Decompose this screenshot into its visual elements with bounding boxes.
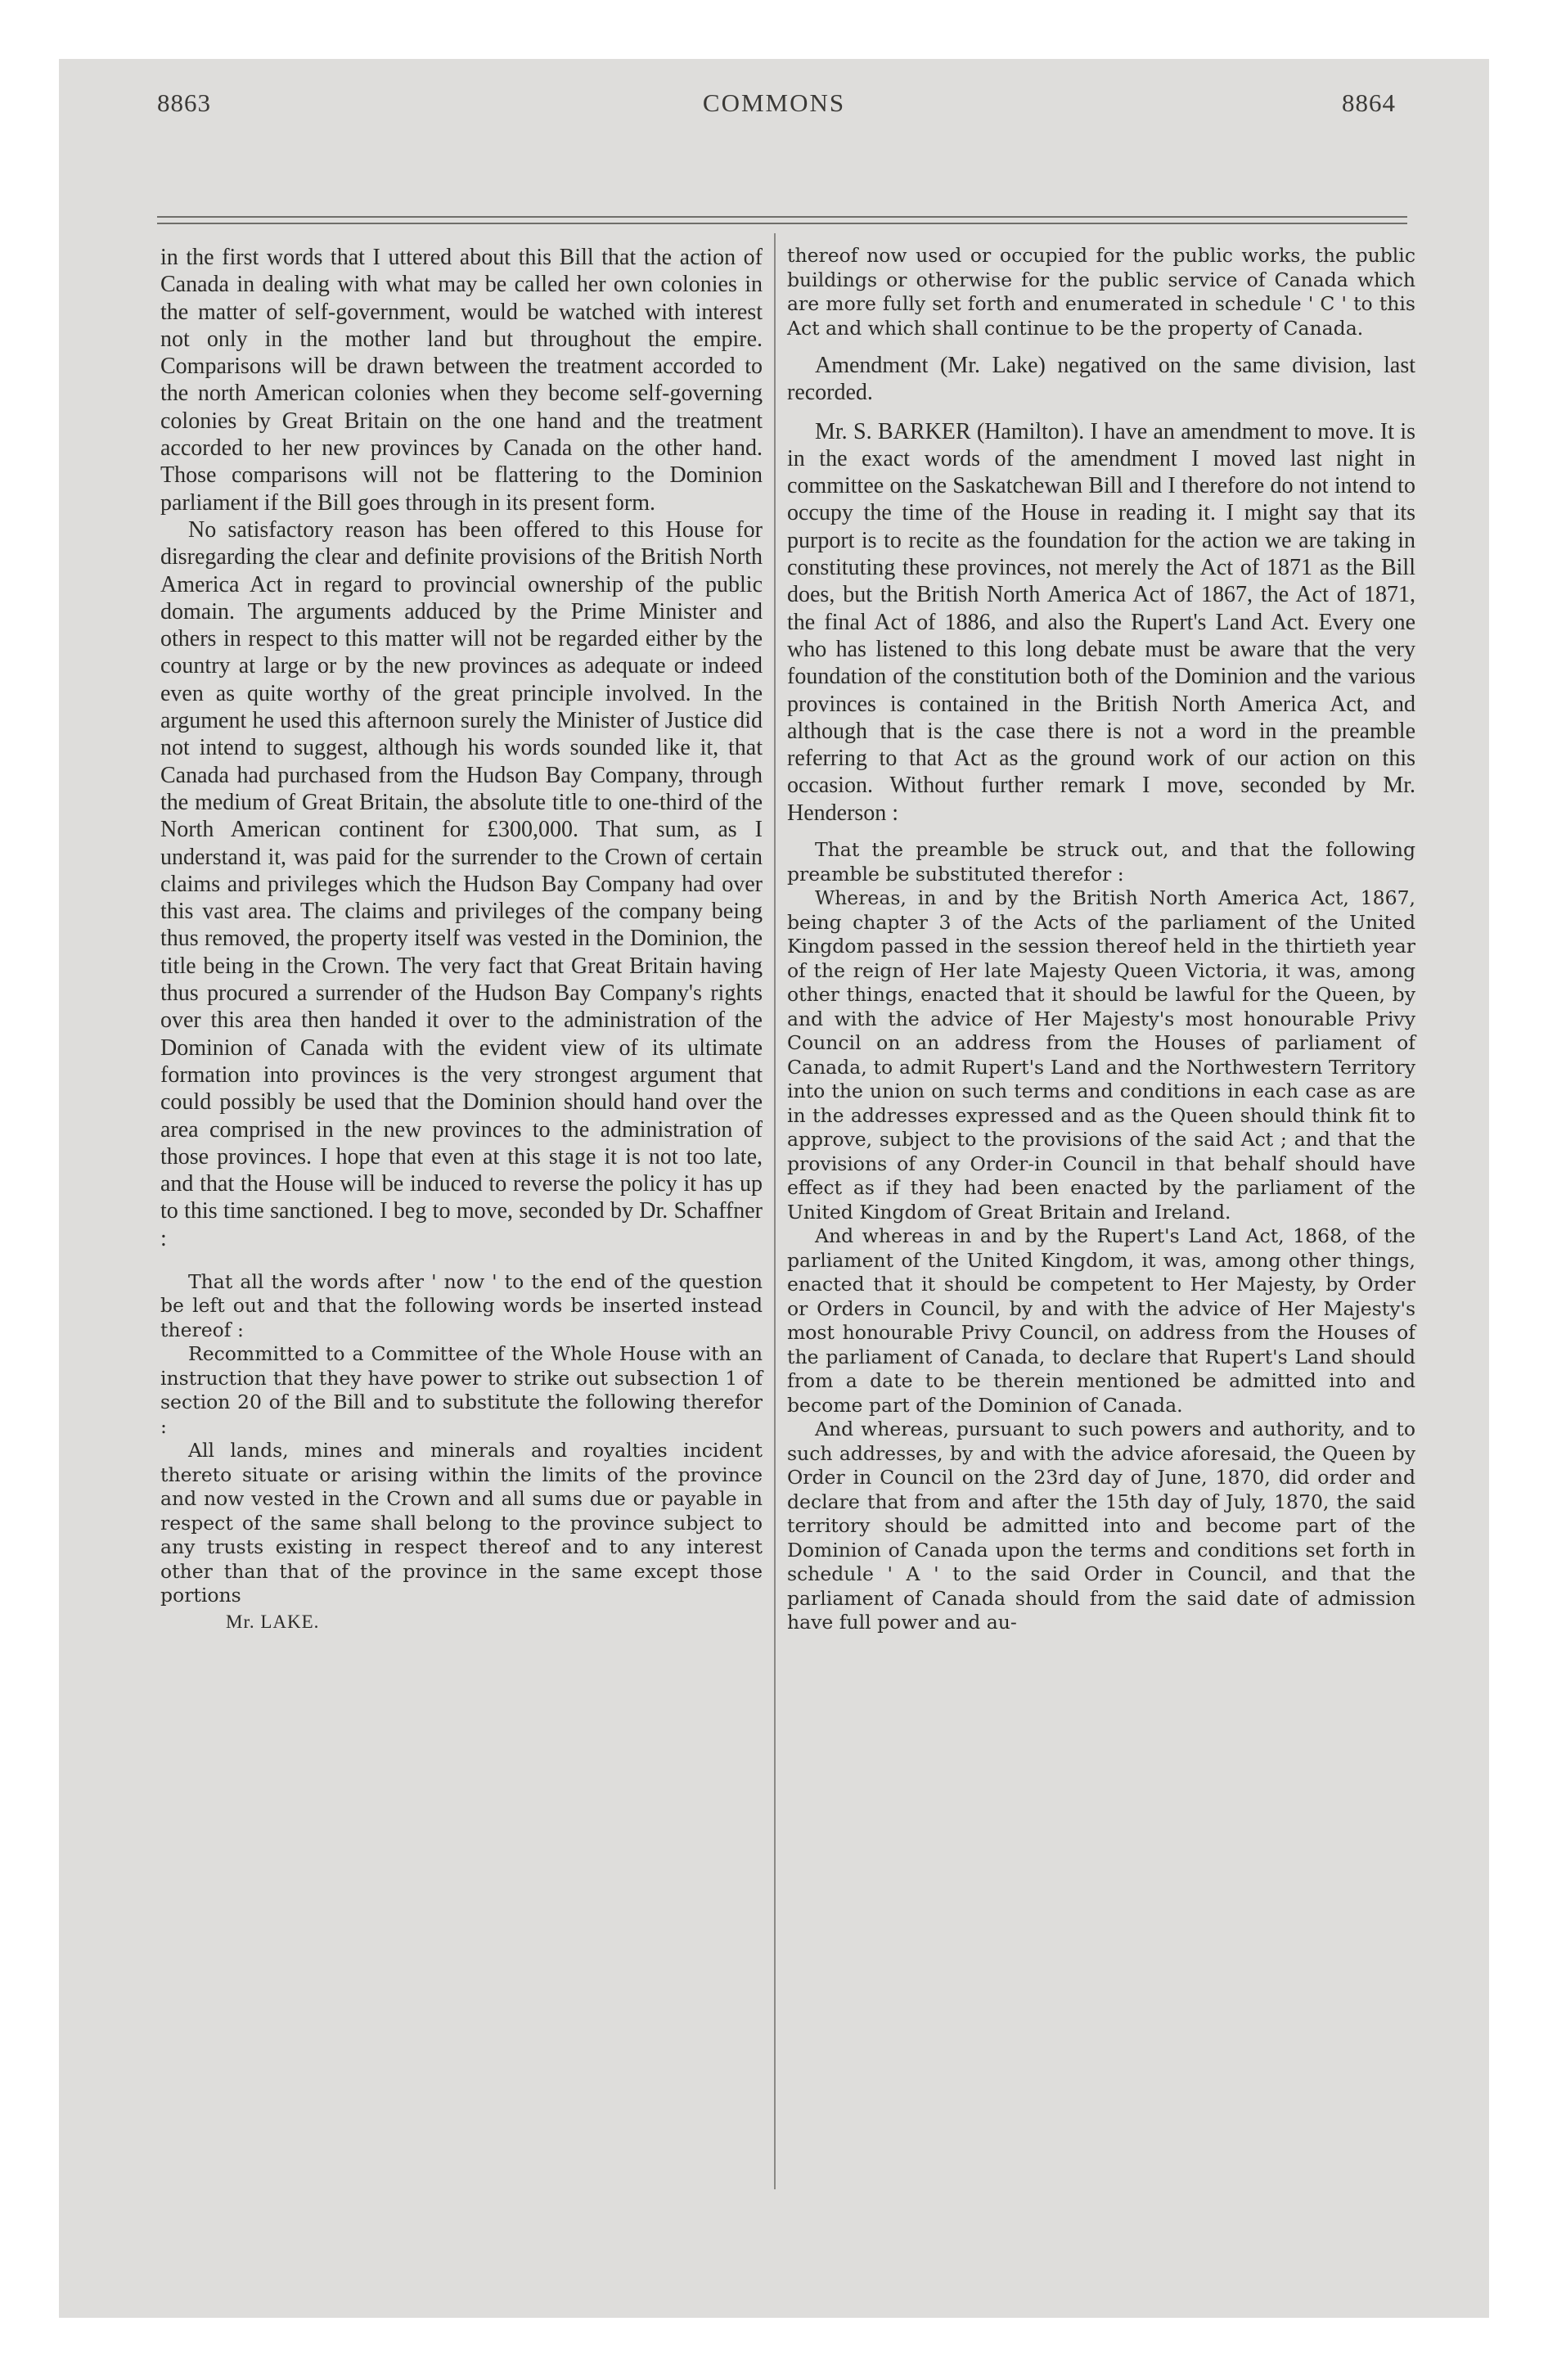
column-divider — [774, 233, 776, 2189]
right-paragraph-2: Mr. S. BARKER (Hamilton). I have an amendment to move. It is in the exact words of the amendment I moved last night in committee on the Saskatchewan Bill and I therefore do not intend to occupy the time of the House in reading it. I might say that its purport is to recite as the foundation for the action we are taking in constituting these provinces, not merely the Act of 1871 as the Bill does, but the British North America Act of 1867, the Act of 1871, the final Act of 1886, and also the Rupert's Land Act. Every one who has listened to this long debate must be aware that the very foundation of the constitution both of the Dominion and the various provinces is contained in the British North America Act, and although that is the case there is not a word in the preamble referring to that Act as the ground work of our action on this occasion. Without further remark I move, seconded by Mr. Henderson : — [787, 418, 1415, 826]
left-column — [160, 244, 763, 1633]
preamble-motion: That the preamble be struck out, and that the following preamble be substituted therefor : — [787, 838, 1415, 886]
motion-text-1: That all the words after ' now ' to the end of the question be left out and that the following words be inserted instead thereof : — [160, 1269, 763, 1341]
left-paragraph-2: No satisfactory reason has been offered to this House for disregarding the clear and definite provisions of the British North America Act in regard to provincial ownership of the public domain. The arguments adduced by the Prime Minister and others in respect to this matter will not be regarded either by the country at large or by the new provinces as adequate or indeed even as quite worthy of the great principle involved. In the argument he used this afternoon surely the Minister of Justice did not intend to suggest, although his words sounded like it, that Canada had purchased from the Hudson Bay Company, through the medium of Great Britain, the absolute title to one-third of the North American continent for £300,000. That sum, as I understand it, was paid for the surrender to the Crown of certain claims and privileges which the Hudson Bay Company had over this vast area. The claims and privileges of the company being thus removed, the property itself was vested in the Dominion, the title being in the Crown. The very fact that Great Britain having thus procured a surrender of the Hudson Bay Company's rights over this area then handed it over to the administration of the Dominion of Canada with the evident view of its ultimate formation into provinces is the very strongest argument that could possibly be used that the Dominion should hand over the area comprised in the new provinces to the administration of those provinces. I hope that even at this stage it is not too late, and that the House will be induced to reverse the policy it has up to this time sanctioned. I beg to move, seconded by Dr. Schaffner : — [160, 516, 763, 1251]
preamble-whereas-3: And whereas, pursuant to such powers and authority, and to such addresses, by and with the advice aforesaid, the Queen by Order in Council on the 23rd day of June, 1870, did order and declare that from and after the 15th day of July, 1870, the said territory should be admitted into and become part of the Dominion of Canada upon the terms and conditions set forth in schedule ' A ' to the said Order in Council, and that the parliament of Canada should from the said date of admission have full power and au- — [787, 1418, 1415, 1634]
signature-mr-lake: Mr. LAKE. — [226, 1611, 320, 1632]
motion-text-3: All lands, mines and minerals and royalties incident thereto situate or arising within the limits of the province and now vested in the Crown and all sums due or payable in respect of the same shall belong to the province subject to any trusts existing in respect thereof and to any interest other than that of the province in the same except those portions — [160, 1439, 763, 1607]
header-rule-bottom — [157, 223, 1407, 224]
preamble-whereas-2: And whereas in and by the Rupert's Land Act, 1868, of the parliament of the United Kingdom, it was, among other things, enacted that it should be competent to Her Majesty, by Order or Orders in Council, by and with the advice of Her Majesty's most honourable Privy Council, on address from the Houses of the parliament of Canada, to declare that Rupert's Land should from a date to be therein mentioned be admitted into and become part of the Dominion of Canada. — [787, 1224, 1415, 1417]
spacer — [160, 1252, 763, 1270]
preamble-whereas-1: Whereas, in and by the British North America Act, 1867, being chapter 3 of the Acts of the parliament of the United Kingdom passed in the session thereof held in the thirtieth year of the reign of Her late Majesty Queen Victoria, it was, among other things, enacted that it should be lawful for the Queen, by and with the advice of Her Majesty's most honourable Privy Council on an address from the Houses of parliament of Canada, to admit Rupert's Land and the Northwestern Territory into the union on such terms and conditions in each case as are in the addresses expressed and as the Queen should think fit to approve, subject to the provisions of the said Act ; and that the provisions of any Order-in Council in that behalf should have effect as if they had been enacted by the parliament of the United Kingdom of Great Britain and Ireland. — [787, 886, 1415, 1224]
spacer — [787, 407, 1415, 418]
right-page-number: 8864 — [1342, 88, 1396, 117]
left-page-number: 8863 — [157, 88, 211, 117]
motion-text-2: Recommitted to a Committee of the Whole House with an instruction that they have power to strike out subsection 1 of section 20 of the Bill and to substitute the following therefor : — [160, 1342, 763, 1438]
right-paragraph-1: Amendment (Mr. Lake) negatived on the same division, last recorded. — [787, 353, 1415, 406]
spacer — [787, 340, 1415, 352]
right-column — [787, 244, 1415, 1635]
header-rule-top — [157, 216, 1407, 218]
left-paragraph-1: in the first words that I uttered about this Bill that the action of Canada in dealing with what may be called her own colonies in the matter of self-government, would be watched with interest not only in the mother land but throughout the empire. Comparisons will be drawn between the treatment accorded to the north American colonies when they become self-governing colonies by Great Britain on the one hand and the treatment accorded to her new provinces by Canada on the other hand. Those comparisons will not be flattering to the Dominion parliament if the Bill goes through in its present form. — [160, 245, 763, 516]
motion-continuation: thereof now used or occupied for the public works, the public buildings or otherwise for the public service of Canada which are more fully set forth and enumerated in schedule ' C ' to this Act and which shall continue to be the property of Canada. — [787, 244, 1415, 340]
page-header-title: COMMONS — [702, 88, 846, 117]
spacer — [787, 827, 1415, 838]
